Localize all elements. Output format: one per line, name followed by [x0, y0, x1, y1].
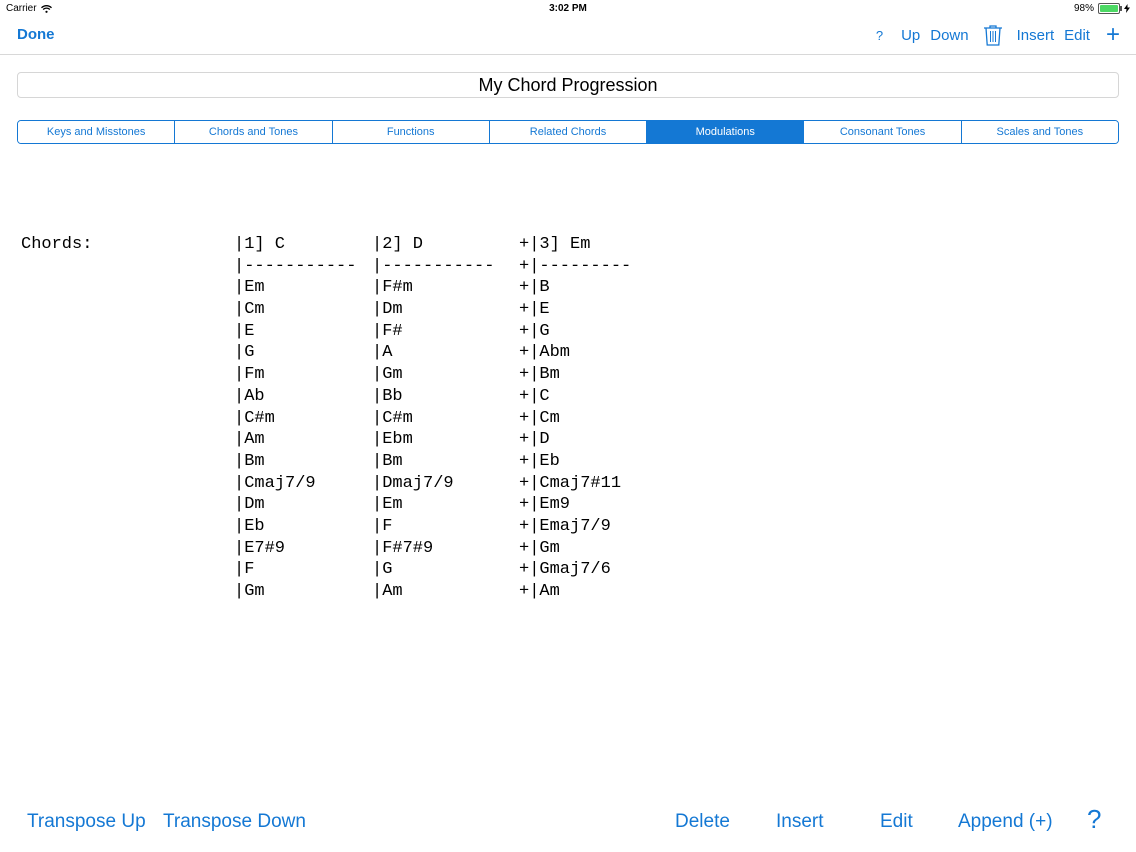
chord-column-1: [234, 234, 356, 603]
chord-cell: |G: [372, 560, 393, 580]
transpose-down-button[interactable]: Transpose Down: [163, 811, 306, 832]
tab-keys-and-misstones[interactable]: Keys and Misstones: [18, 121, 175, 143]
chord-cell: |G: [234, 343, 255, 363]
chord-cell: |Gm: [234, 582, 265, 601]
chord-cell: |Ab: [234, 386, 265, 406]
column-separator: +|---------: [519, 256, 632, 276]
chord-cell: |E: [234, 321, 255, 341]
nav-actions: [875, 21, 1120, 48]
chord-cell: +|Em9: [519, 495, 571, 515]
carrier-label: Carrier: [6, 3, 37, 14]
column-separator: |-----------: [234, 256, 357, 276]
chord-cell: |Bm: [234, 451, 265, 471]
done-button[interactable]: Done: [17, 26, 55, 43]
chord-cell: |Fm: [234, 365, 265, 385]
tab-chords-and-tones[interactable]: Chords and Tones: [175, 121, 332, 143]
help-button[interactable]: ?: [875, 27, 884, 43]
battery-percent: 98%: [1073, 3, 1094, 14]
chord-cell: |Am: [234, 430, 265, 450]
chord-cell: +|Cm: [519, 408, 560, 428]
edit-button[interactable]: Edit: [880, 811, 913, 832]
chord-cell: |C#m: [372, 408, 413, 428]
chord-cell: +|Abm: [519, 343, 571, 363]
tab-scales-and-tones[interactable]: Scales and Tones: [962, 121, 1118, 143]
chord-cell: |Dm: [372, 300, 403, 320]
status-bar: [0, 0, 1136, 18]
nav-edit-button[interactable]: Edit: [1064, 26, 1090, 44]
chord-cell: |F#7#9: [372, 538, 434, 558]
chord-cell: +|G: [519, 321, 550, 341]
chord-cell: +|Gm: [519, 538, 560, 558]
bottom-toolbar: [0, 800, 1136, 852]
chord-cell: |A: [372, 343, 393, 363]
chord-cell: +|E: [519, 300, 550, 320]
chord-cell: |Am: [372, 582, 403, 601]
view-segmented-control: [17, 120, 1119, 144]
chord-cell: +|Emaj7/9: [519, 516, 611, 536]
chord-cell: |Bm: [372, 451, 403, 471]
chord-cell: |F: [372, 516, 393, 536]
help-icon[interactable]: ?: [1087, 804, 1102, 834]
tab-consonant-tones[interactable]: Consonant Tones: [804, 121, 961, 143]
chord-cell: |E7#9: [234, 538, 286, 558]
chord-cell: +|D: [519, 430, 550, 450]
status-time: 3:02 PM: [549, 3, 587, 14]
transpose-up-button[interactable]: Transpose Up: [27, 811, 146, 832]
chord-cell: |Eb: [234, 516, 265, 536]
chord-cell: +|Bm: [519, 365, 560, 385]
column-header: |1] C: [234, 235, 286, 254]
chord-cell: |Gm: [372, 365, 403, 385]
column-header: +|3] Em: [519, 235, 591, 254]
chord-cell: |F: [234, 560, 255, 580]
battery-icon: [1098, 3, 1120, 14]
chord-cell: |C#m: [234, 408, 275, 428]
tab-modulations[interactable]: Modulations: [647, 121, 804, 143]
column-separator: |-----------: [372, 256, 495, 276]
nav-insert-button[interactable]: Insert: [1016, 26, 1055, 44]
chord-column-2: [372, 234, 494, 603]
column-header: |2] D: [372, 235, 424, 254]
chord-cell: +|Cmaj7#11: [519, 473, 622, 493]
add-button[interactable]: +: [1105, 21, 1120, 48]
append-button[interactable]: Append (+): [958, 811, 1053, 832]
trash-icon[interactable]: [983, 24, 1003, 46]
down-button[interactable]: Down: [930, 26, 969, 44]
insert-button[interactable]: Insert: [776, 811, 824, 832]
chord-cell: +|Eb: [519, 451, 560, 471]
tab-functions[interactable]: Functions: [333, 121, 490, 143]
chord-cell: |Bb: [372, 386, 403, 406]
chord-column-3: [519, 234, 631, 603]
chord-cell: |Dmaj7/9: [372, 473, 454, 493]
up-button[interactable]: Up: [901, 26, 921, 44]
navigation-bar: [0, 18, 1136, 55]
charging-icon: [1124, 4, 1130, 13]
chord-cell: |Dm: [234, 495, 265, 515]
chord-cell: +|Am: [519, 582, 560, 601]
chords-label: Chords:: [21, 235, 93, 254]
battery-fill: [1100, 5, 1118, 12]
chord-cell: +|B: [519, 278, 550, 298]
chord-cell: |Em: [234, 278, 265, 298]
chord-cell: |Ebm: [372, 430, 413, 450]
chord-cell: |Cmaj7/9: [234, 473, 316, 493]
chord-cell: +|Gmaj7/6: [519, 560, 611, 580]
chord-cell: |Em: [372, 495, 403, 515]
chord-cell: |F#: [372, 321, 403, 341]
chord-cell: |F#m: [372, 278, 413, 298]
status-right: [1074, 3, 1130, 14]
progression-title-field[interactable]: My Chord Progression: [17, 72, 1119, 98]
tab-related-chords[interactable]: Related Chords: [490, 121, 647, 143]
chord-cell: |Cm: [234, 300, 265, 320]
delete-button[interactable]: Delete: [675, 811, 730, 832]
chord-cell: +|C: [519, 386, 550, 406]
